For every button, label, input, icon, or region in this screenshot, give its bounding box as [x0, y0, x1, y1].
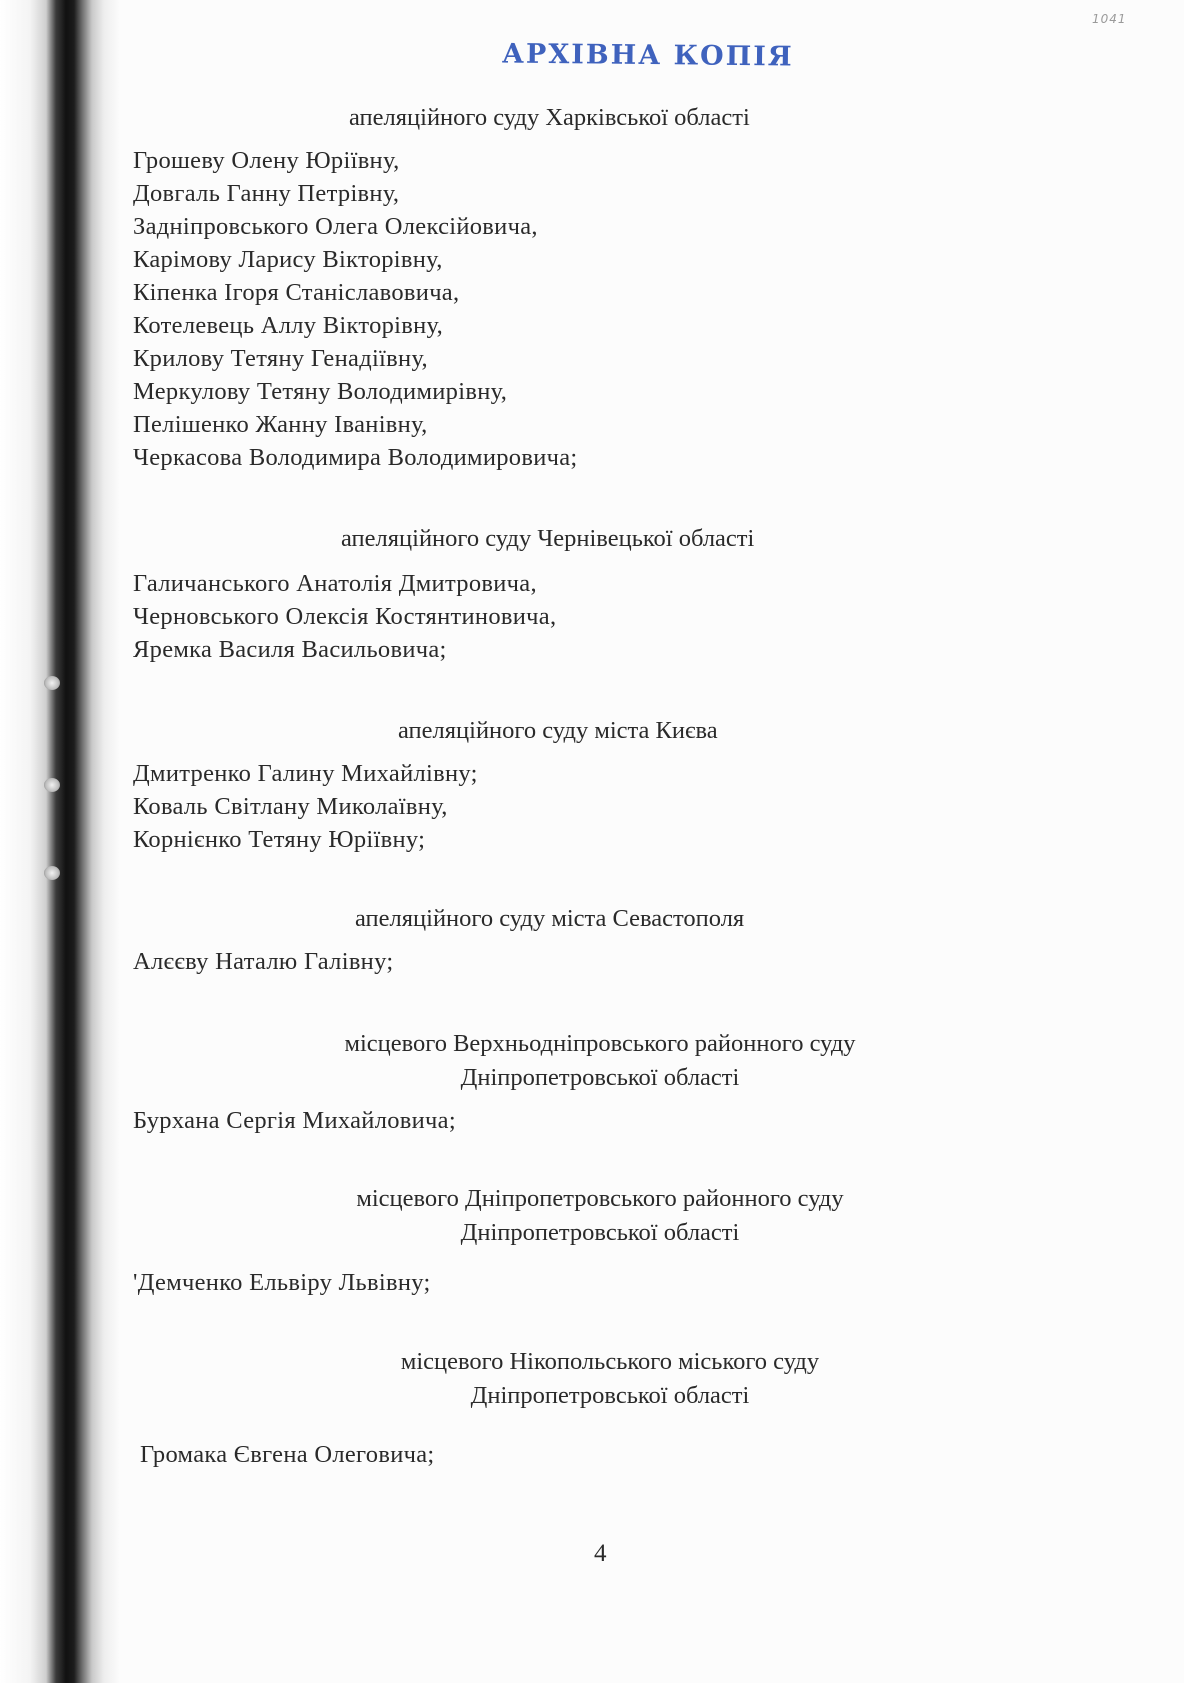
- scan-edge-shadow: [0, 0, 120, 1683]
- section-heading-kharkiv: [349, 101, 750, 135]
- list-item: Громака Євгена Олеговича;: [140, 1441, 435, 1468]
- list-item: Яремка Василя Васильовича;: [133, 636, 447, 663]
- list-item: Грошеву Олену Юріївну,: [133, 147, 400, 174]
- list-item: Кіпенка Ігоря Станіславовича,: [133, 279, 460, 306]
- name-list-dnipropetrovskyi: [133, 1266, 431, 1299]
- name-list-kharkiv: [133, 144, 578, 474]
- name-list-nikopol: [140, 1438, 435, 1471]
- list-item: Корнієнко Тетяну Юріївну;: [133, 826, 426, 853]
- list-item: Бурхана Сергія Михайловича;: [133, 1107, 456, 1134]
- list-item: Коваль Світлану Миколаївну,: [133, 793, 448, 820]
- binder-hole: [44, 866, 60, 880]
- section-heading-sevastopol: [355, 902, 744, 936]
- list-item: Задніпровського Олега Олексійовича,: [133, 213, 538, 240]
- list-item: Крилову Тетяну Генадіївну,: [133, 345, 428, 372]
- heading-line: місцевого Верхньодніпровського районного суду: [344, 1030, 856, 1057]
- list-item: Довгаль Ганну Петрівну,: [133, 180, 400, 207]
- heading-line: апеляційного суду міста Києва: [398, 717, 718, 744]
- name-list-verkhnodniprovskyi: [133, 1104, 456, 1137]
- heading-line: місцевого Дніпропетровського районного суду: [356, 1185, 844, 1212]
- heading-line: Дніпропетровської області: [460, 1064, 740, 1091]
- list-item: Алєєву Наталю Галівну;: [133, 948, 394, 975]
- section-heading-kyiv: [398, 714, 718, 748]
- section-heading-verkhnodniprovskyi: [280, 1027, 920, 1095]
- list-item: Карімову Ларису Вікторівну,: [133, 246, 443, 273]
- binder-hole: [44, 778, 60, 792]
- heading-line: Дніпропетровської області: [470, 1382, 750, 1409]
- archive-copy-stamp: АРХІВНА КОПІЯ: [501, 38, 794, 73]
- heading-line: Дніпропетровської області: [460, 1219, 740, 1246]
- heading-line: апеляційного суду Чернівецької області: [341, 525, 755, 552]
- binder-hole: [44, 676, 60, 690]
- list-item: Черкасова Володимира Володимировича;: [133, 444, 578, 471]
- list-item: Дмитренко Галину Михайлівну;: [133, 760, 478, 787]
- list-item: Пелішенко Жанну Іванівну,: [133, 411, 428, 438]
- heading-line: місцевого Нікопольського міського суду: [400, 1348, 820, 1375]
- list-item: 'Демченко Ельвіру Львівну;: [133, 1269, 431, 1296]
- list-item: Галичанського Анатолія Дмитровича,: [133, 570, 537, 597]
- name-list-kyiv: [133, 757, 478, 856]
- heading-line: апеляційного суду Харківської області: [349, 104, 750, 131]
- heading-line: апеляційного суду міста Севастополя: [355, 905, 745, 932]
- section-heading-nikopol: [330, 1345, 890, 1413]
- corner-note: 1041: [1092, 12, 1127, 26]
- page-number: 4: [594, 1540, 607, 1567]
- name-list-sevastopol: [133, 945, 393, 978]
- section-heading-chernivtsi: [341, 522, 754, 556]
- list-item: Черновського Олексія Костянтиновича,: [133, 603, 557, 630]
- list-item: Котелевець Аллу Вікторівну,: [133, 312, 444, 339]
- list-item: Меркулову Тетяну Володимирівну,: [133, 378, 508, 405]
- name-list-chernivtsi: [133, 567, 556, 666]
- section-heading-dnipropetrovskyi: [290, 1182, 910, 1250]
